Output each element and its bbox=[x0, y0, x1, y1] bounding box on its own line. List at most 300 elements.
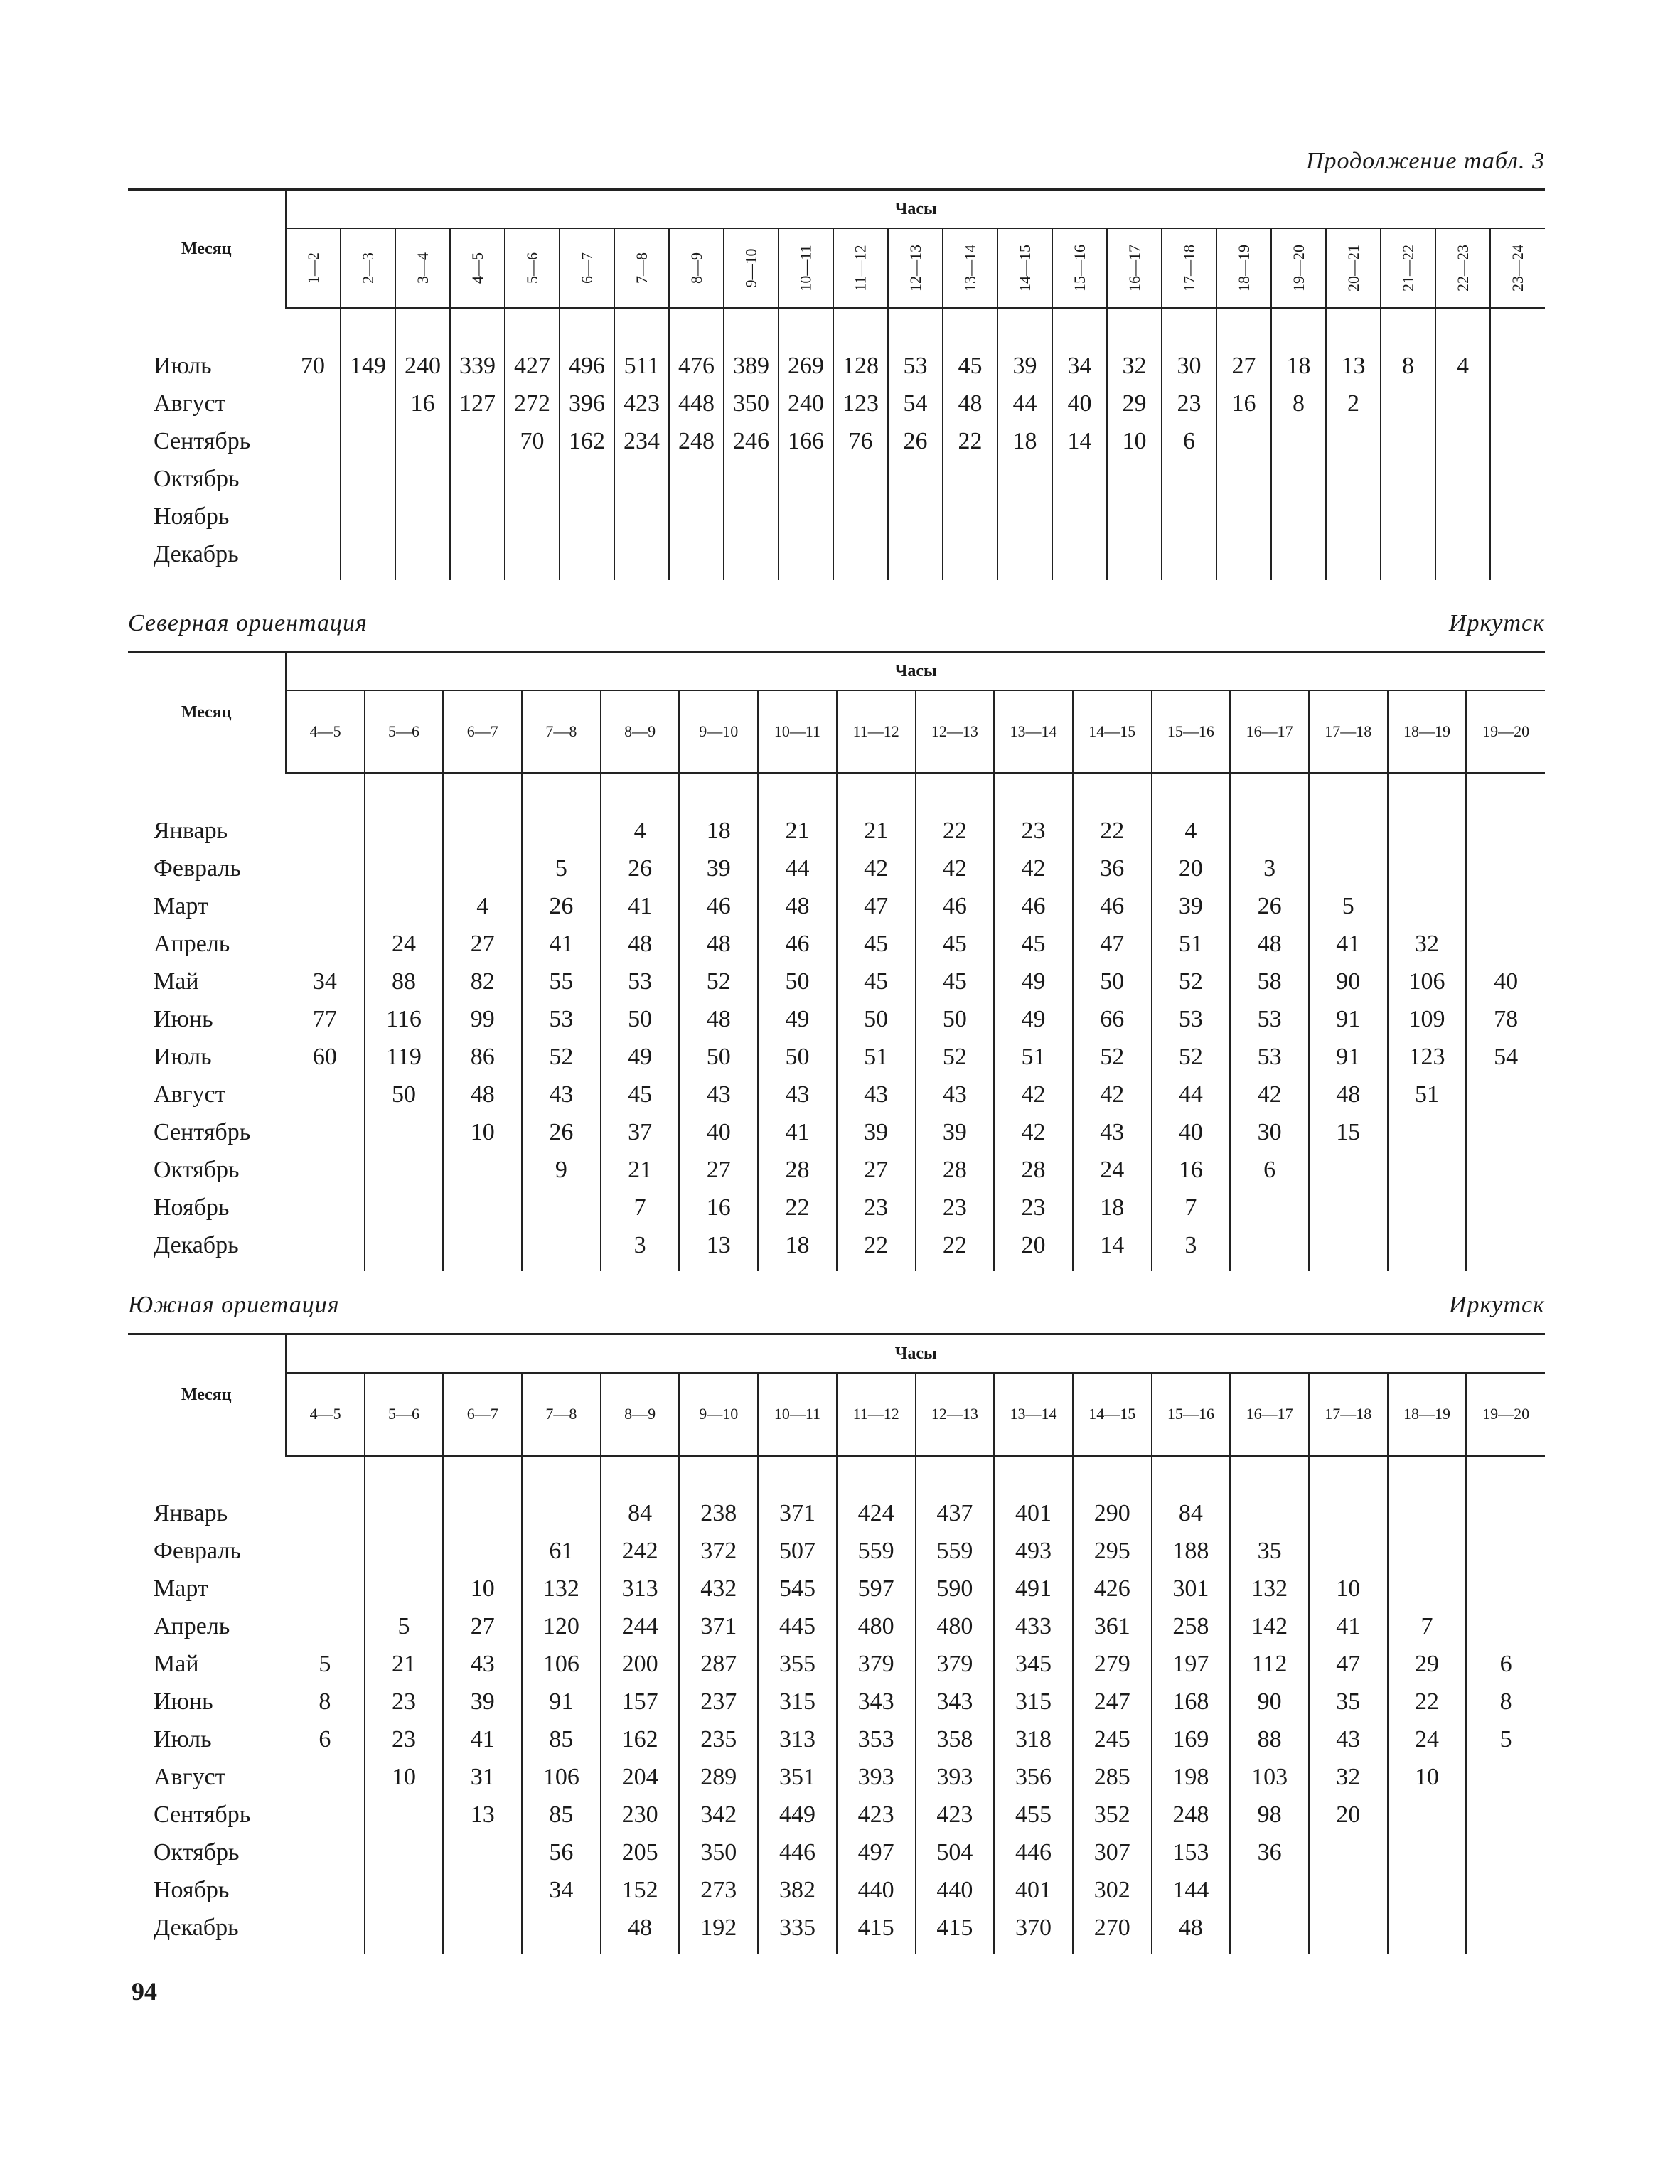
hour-label: 8—9 bbox=[687, 252, 705, 284]
value-cell: 200 bbox=[601, 1645, 680, 1683]
value-cell: 20 bbox=[1152, 850, 1231, 887]
value-cell: 21 bbox=[837, 812, 916, 850]
value-cell: 6 bbox=[1230, 1151, 1309, 1189]
value-cell: 351 bbox=[758, 1758, 837, 1796]
value-cell: 48 bbox=[679, 1000, 758, 1038]
value-cell: 85 bbox=[522, 1720, 601, 1758]
value-cell: 26 bbox=[888, 422, 943, 460]
hour-label: 18—19 bbox=[1403, 722, 1450, 740]
hour-column-header bbox=[1271, 228, 1326, 308]
value-cell: 168 bbox=[1152, 1683, 1231, 1720]
value-cell: 52 bbox=[679, 963, 758, 1000]
value-cell: 52 bbox=[522, 1038, 601, 1076]
value-cell: 370 bbox=[994, 1909, 1073, 1947]
value-cell: 358 bbox=[916, 1720, 995, 1758]
value-cell: 287 bbox=[679, 1645, 758, 1683]
value-cell: 273 bbox=[679, 1871, 758, 1909]
value-cell: 590 bbox=[916, 1570, 995, 1607]
hour-column-header bbox=[1162, 228, 1216, 308]
hour-label: 17—18 bbox=[1325, 722, 1372, 740]
value-cell: 22 bbox=[1073, 812, 1152, 850]
hour-label: 10—11 bbox=[796, 245, 815, 291]
value-cell bbox=[286, 460, 341, 498]
value-cell: 352 bbox=[1073, 1796, 1152, 1834]
value-cell bbox=[1388, 1532, 1467, 1570]
value-cell: 307 bbox=[1073, 1834, 1152, 1871]
value-cell bbox=[286, 1189, 365, 1226]
hour-label: 8—9 bbox=[624, 722, 656, 740]
value-cell: 43 bbox=[1073, 1113, 1152, 1151]
value-cell bbox=[1216, 535, 1271, 573]
value-cell: 427 bbox=[505, 347, 560, 385]
value-cell: 24 bbox=[1073, 1151, 1152, 1189]
value-cell bbox=[286, 1226, 365, 1264]
value-cell bbox=[1466, 850, 1545, 887]
hour-label: 5—6 bbox=[523, 252, 541, 284]
value-cell bbox=[365, 1113, 444, 1151]
table-row bbox=[128, 1076, 1545, 1113]
value-cell: 41 bbox=[1309, 925, 1388, 963]
value-cell bbox=[1309, 812, 1388, 850]
value-cell: 27 bbox=[443, 1607, 522, 1645]
value-cell bbox=[1388, 812, 1467, 850]
hour-label: 15—16 bbox=[1167, 722, 1214, 740]
month-label: Август bbox=[154, 1763, 226, 1790]
hour-column-header bbox=[1435, 228, 1490, 308]
value-cell: 188 bbox=[1152, 1532, 1231, 1570]
value-cell bbox=[1309, 1532, 1388, 1570]
value-cell bbox=[1271, 498, 1326, 535]
value-cell bbox=[724, 460, 779, 498]
month-label: Декабрь bbox=[154, 1231, 239, 1258]
value-cell: 235 bbox=[679, 1720, 758, 1758]
hour-label: 21—22 bbox=[1398, 244, 1417, 291]
value-cell bbox=[1271, 535, 1326, 573]
value-cell: 382 bbox=[758, 1871, 837, 1909]
hour-column-header bbox=[916, 690, 995, 773]
value-cell bbox=[1309, 1226, 1388, 1264]
value-cell bbox=[1381, 498, 1435, 535]
value-cell: 371 bbox=[758, 1494, 837, 1532]
value-cell: 52 bbox=[916, 1038, 995, 1076]
value-cell bbox=[1216, 422, 1271, 460]
value-cell: 423 bbox=[837, 1796, 916, 1834]
value-cell bbox=[1466, 1570, 1545, 1607]
value-cell: 132 bbox=[522, 1570, 601, 1607]
hour-label: 6—7 bbox=[466, 722, 498, 740]
value-cell bbox=[1381, 385, 1435, 422]
value-cell bbox=[888, 498, 943, 535]
value-cell bbox=[286, 812, 365, 850]
value-cell: 493 bbox=[994, 1532, 1073, 1570]
value-cell bbox=[1435, 498, 1490, 535]
value-cell bbox=[1490, 460, 1545, 498]
value-cell: 13 bbox=[443, 1796, 522, 1834]
value-cell: 46 bbox=[916, 887, 995, 925]
hour-label: 4—5 bbox=[309, 1404, 341, 1423]
value-cell: 270 bbox=[1073, 1909, 1152, 1947]
table-row bbox=[128, 498, 1545, 535]
value-cell bbox=[1107, 535, 1162, 573]
value-cell: 393 bbox=[916, 1758, 995, 1796]
value-cell bbox=[286, 1113, 365, 1151]
value-cell: 45 bbox=[943, 347, 997, 385]
value-cell bbox=[1490, 498, 1545, 535]
value-cell bbox=[365, 850, 444, 887]
value-cell bbox=[1326, 460, 1381, 498]
value-cell: 318 bbox=[994, 1720, 1073, 1758]
value-cell bbox=[1230, 1189, 1309, 1226]
hour-column-header bbox=[758, 1373, 837, 1455]
hour-column-header bbox=[365, 690, 444, 773]
value-cell: 88 bbox=[365, 963, 444, 1000]
hour-column-header bbox=[286, 1373, 365, 1455]
hour-label: 1—2 bbox=[304, 252, 322, 284]
value-cell bbox=[1309, 1151, 1388, 1189]
value-cell bbox=[1326, 422, 1381, 460]
value-cell bbox=[450, 498, 505, 535]
hour-column-header bbox=[837, 690, 916, 773]
value-cell: 29 bbox=[1388, 1645, 1467, 1683]
hour-label: 12—13 bbox=[931, 722, 978, 740]
value-cell bbox=[1230, 1871, 1309, 1909]
value-cell: 32 bbox=[1309, 1758, 1388, 1796]
value-cell: 10 bbox=[443, 1113, 522, 1151]
value-cell: 46 bbox=[994, 887, 1073, 925]
value-cell: 7 bbox=[1388, 1607, 1467, 1645]
month-label: Май bbox=[154, 968, 199, 995]
value-cell: 86 bbox=[443, 1038, 522, 1076]
value-cell: 39 bbox=[679, 850, 758, 887]
value-cell bbox=[522, 1189, 601, 1226]
value-cell bbox=[286, 1607, 365, 1645]
value-cell bbox=[505, 460, 560, 498]
value-cell bbox=[286, 535, 341, 573]
value-cell bbox=[560, 535, 614, 573]
value-cell bbox=[286, 498, 341, 535]
value-cell: 234 bbox=[614, 422, 669, 460]
value-cell bbox=[443, 1834, 522, 1871]
hour-column-header bbox=[601, 690, 680, 773]
table-row bbox=[128, 1683, 1545, 1720]
value-cell bbox=[560, 460, 614, 498]
value-cell: 204 bbox=[601, 1758, 680, 1796]
value-cell bbox=[522, 1909, 601, 1947]
hour-column-header bbox=[341, 228, 395, 308]
value-cell: 91 bbox=[522, 1683, 601, 1720]
value-cell: 84 bbox=[1152, 1494, 1231, 1532]
table-row bbox=[128, 1645, 1545, 1683]
hour-column-header bbox=[1490, 228, 1545, 308]
month-label: Июль bbox=[154, 1043, 212, 1070]
value-cell: 45 bbox=[916, 963, 995, 1000]
value-cell: 46 bbox=[1073, 887, 1152, 925]
value-cell bbox=[1466, 1909, 1545, 1947]
value-cell: 433 bbox=[994, 1607, 1073, 1645]
value-cell bbox=[1466, 1113, 1545, 1151]
value-cell: 35 bbox=[1309, 1683, 1388, 1720]
value-cell bbox=[1388, 1226, 1467, 1264]
value-cell: 8 bbox=[1271, 385, 1326, 422]
hour-label: 19—20 bbox=[1482, 1404, 1530, 1423]
value-cell: 48 bbox=[679, 925, 758, 963]
value-cell bbox=[1435, 385, 1490, 422]
value-cell bbox=[614, 498, 669, 535]
value-cell: 507 bbox=[758, 1532, 837, 1570]
value-cell: 597 bbox=[837, 1570, 916, 1607]
value-cell: 22 bbox=[837, 1226, 916, 1264]
value-cell bbox=[341, 422, 395, 460]
value-cell: 26 bbox=[1230, 887, 1309, 925]
value-cell: 91 bbox=[1309, 1000, 1388, 1038]
value-cell: 48 bbox=[758, 887, 837, 925]
value-cell: 98 bbox=[1230, 1796, 1309, 1834]
month-label: Ноябрь bbox=[154, 1876, 230, 1903]
value-cell: 301 bbox=[1152, 1570, 1231, 1607]
value-cell: 5 bbox=[286, 1645, 365, 1683]
value-cell: 42 bbox=[994, 1076, 1073, 1113]
value-cell: 153 bbox=[1152, 1834, 1231, 1871]
hour-column-header bbox=[286, 690, 365, 773]
hour-column-header bbox=[522, 1373, 601, 1455]
value-cell bbox=[286, 1494, 365, 1532]
value-cell bbox=[1052, 535, 1107, 573]
value-cell: 559 bbox=[916, 1532, 995, 1570]
value-cell: 446 bbox=[994, 1834, 1073, 1871]
value-cell: 29 bbox=[1107, 385, 1162, 422]
value-cell: 41 bbox=[601, 887, 680, 925]
value-cell bbox=[1309, 1189, 1388, 1226]
value-cell: 28 bbox=[994, 1151, 1073, 1189]
table-row bbox=[128, 535, 1545, 573]
value-cell bbox=[1216, 498, 1271, 535]
hour-label: 11—12 bbox=[852, 722, 899, 740]
value-cell: 426 bbox=[1073, 1570, 1152, 1607]
value-cell: 26 bbox=[601, 850, 680, 887]
month-label: Июль bbox=[154, 352, 212, 379]
value-cell: 246 bbox=[724, 422, 779, 460]
hour-label: 9—10 bbox=[742, 248, 760, 288]
value-cell: 39 bbox=[443, 1683, 522, 1720]
value-cell bbox=[365, 1871, 444, 1909]
value-cell bbox=[1230, 812, 1309, 850]
hour-column-header bbox=[724, 228, 779, 308]
table-row bbox=[128, 1871, 1545, 1909]
value-cell: 6 bbox=[286, 1720, 365, 1758]
value-cell: 26 bbox=[522, 887, 601, 925]
value-cell: 48 bbox=[943, 385, 997, 422]
value-cell bbox=[365, 1909, 444, 1947]
hour-label: 12—13 bbox=[906, 244, 924, 291]
month-label: Октябрь bbox=[154, 465, 240, 492]
value-cell: 389 bbox=[724, 347, 779, 385]
month-label: Июль bbox=[154, 1725, 212, 1752]
value-cell bbox=[443, 812, 522, 850]
hour-column-header bbox=[997, 228, 1052, 308]
value-cell: 43 bbox=[837, 1076, 916, 1113]
value-cell bbox=[1490, 422, 1545, 460]
value-cell: 238 bbox=[679, 1494, 758, 1532]
value-cell bbox=[286, 1076, 365, 1113]
hour-column-header bbox=[1309, 1373, 1388, 1455]
value-cell: 350 bbox=[724, 385, 779, 422]
value-cell bbox=[779, 498, 833, 535]
value-cell bbox=[1466, 1532, 1545, 1570]
hour-label: 6—7 bbox=[577, 252, 596, 284]
value-cell: 26 bbox=[522, 1113, 601, 1151]
value-cell bbox=[341, 535, 395, 573]
value-cell: 343 bbox=[916, 1683, 995, 1720]
value-cell: 247 bbox=[1073, 1683, 1152, 1720]
hour-label: 13—14 bbox=[1010, 1404, 1057, 1423]
value-cell bbox=[522, 812, 601, 850]
north-city-caption: Иркутск bbox=[1448, 610, 1545, 636]
value-cell: 166 bbox=[779, 422, 833, 460]
value-cell: 132 bbox=[1230, 1570, 1309, 1607]
south-city-caption: Иркутск bbox=[1448, 1292, 1545, 1318]
value-cell: 78 bbox=[1494, 1005, 1519, 1032]
value-cell bbox=[1388, 1871, 1467, 1909]
hour-column-header bbox=[1107, 228, 1162, 308]
value-cell bbox=[286, 1532, 365, 1570]
value-cell: 47 bbox=[837, 887, 916, 925]
hour-column-header bbox=[614, 228, 669, 308]
value-cell: 119 bbox=[365, 1038, 444, 1076]
value-cell bbox=[1326, 498, 1381, 535]
table-row bbox=[128, 887, 1545, 925]
value-cell bbox=[1466, 1151, 1545, 1189]
value-cell bbox=[443, 1226, 522, 1264]
hour-label: 14—15 bbox=[1015, 244, 1034, 291]
value-cell: 22 bbox=[1388, 1683, 1467, 1720]
value-cell bbox=[1388, 850, 1467, 887]
value-cell: 16 bbox=[1152, 1151, 1231, 1189]
value-cell: 36 bbox=[1230, 1834, 1309, 1871]
hour-column-header bbox=[888, 228, 943, 308]
hour-label: 14—15 bbox=[1088, 1404, 1136, 1423]
value-cell: 44 bbox=[758, 850, 837, 887]
value-cell: 106 bbox=[1388, 963, 1467, 1000]
value-cell: 157 bbox=[601, 1683, 680, 1720]
value-cell: 27 bbox=[1216, 347, 1271, 385]
value-cell: 53 bbox=[601, 963, 680, 1000]
value-cell: 23 bbox=[365, 1683, 444, 1720]
value-cell bbox=[1309, 1494, 1388, 1532]
value-cell: 70 bbox=[505, 422, 560, 460]
table-row bbox=[128, 850, 1545, 887]
month-label: Декабрь bbox=[154, 1914, 239, 1941]
value-cell bbox=[365, 812, 444, 850]
value-cell bbox=[365, 1796, 444, 1834]
value-cell bbox=[1162, 460, 1216, 498]
value-cell: 88 bbox=[1230, 1720, 1309, 1758]
value-cell: 162 bbox=[601, 1720, 680, 1758]
value-cell: 116 bbox=[365, 1000, 444, 1038]
value-cell: 424 bbox=[837, 1494, 916, 1532]
value-cell: 106 bbox=[522, 1758, 601, 1796]
value-cell: 21 bbox=[758, 812, 837, 850]
value-cell: 48 bbox=[1309, 1076, 1388, 1113]
value-cell: 61 bbox=[522, 1532, 601, 1570]
value-cell: 54 bbox=[1494, 1043, 1519, 1070]
value-cell bbox=[1466, 812, 1545, 850]
month-label: Сентябрь bbox=[154, 1118, 251, 1145]
value-cell: 32 bbox=[1388, 925, 1467, 963]
hour-label: 16—17 bbox=[1125, 244, 1143, 291]
table-row bbox=[128, 1607, 1545, 1645]
value-cell: 480 bbox=[837, 1607, 916, 1645]
value-cell bbox=[888, 535, 943, 573]
hour-column-header bbox=[994, 1373, 1073, 1455]
value-cell bbox=[1490, 347, 1545, 385]
value-cell: 45 bbox=[601, 1076, 680, 1113]
value-cell: 109 bbox=[1388, 1000, 1467, 1038]
value-cell: 30 bbox=[1230, 1113, 1309, 1151]
value-cell bbox=[1388, 1113, 1467, 1151]
value-cell bbox=[1466, 1758, 1545, 1796]
value-cell: 18 bbox=[1073, 1189, 1152, 1226]
value-cell bbox=[888, 460, 943, 498]
hour-column-header bbox=[560, 228, 614, 308]
value-cell: 335 bbox=[758, 1909, 837, 1947]
value-cell: 45 bbox=[837, 925, 916, 963]
hour-column-header bbox=[994, 690, 1073, 773]
value-cell: 504 bbox=[916, 1834, 995, 1871]
value-cell bbox=[286, 385, 341, 422]
value-cell bbox=[1309, 1834, 1388, 1871]
value-cell: 356 bbox=[994, 1758, 1073, 1796]
value-cell: 23 bbox=[994, 1189, 1073, 1226]
table-row bbox=[128, 1720, 1545, 1758]
value-cell: 16 bbox=[679, 1189, 758, 1226]
value-cell bbox=[1435, 535, 1490, 573]
value-cell bbox=[1381, 535, 1435, 573]
hour-column-header bbox=[837, 1373, 916, 1455]
value-cell: 37 bbox=[601, 1113, 680, 1151]
table-row bbox=[128, 460, 1545, 498]
table-row bbox=[128, 1834, 1545, 1871]
value-cell: 42 bbox=[994, 850, 1073, 887]
hours-header: Часы bbox=[286, 190, 1545, 229]
hour-column-header bbox=[395, 228, 450, 308]
hour-label: 12—13 bbox=[931, 1404, 978, 1423]
value-cell: 43 bbox=[916, 1076, 995, 1113]
hours-header: Часы bbox=[286, 652, 1545, 691]
value-cell: 85 bbox=[522, 1796, 601, 1834]
value-cell: 4 bbox=[601, 812, 680, 850]
value-cell: 90 bbox=[1230, 1683, 1309, 1720]
value-cell: 9 bbox=[522, 1151, 601, 1189]
value-cell: 423 bbox=[614, 385, 669, 422]
month-column-header: Месяц bbox=[128, 1334, 286, 1456]
value-cell: 35 bbox=[1230, 1532, 1309, 1570]
value-cell: 244 bbox=[601, 1607, 680, 1645]
value-cell: 50 bbox=[758, 963, 837, 1000]
value-cell: 315 bbox=[758, 1683, 837, 1720]
value-cell bbox=[833, 498, 888, 535]
month-label: Декабрь bbox=[154, 540, 239, 567]
value-cell: 56 bbox=[522, 1834, 601, 1871]
value-cell bbox=[286, 1871, 365, 1909]
hour-column-header bbox=[833, 228, 888, 308]
table-row bbox=[128, 1226, 1545, 1264]
hour-label: 8—9 bbox=[624, 1404, 656, 1423]
value-cell bbox=[286, 422, 341, 460]
value-cell: 3 bbox=[1152, 1226, 1231, 1264]
hour-column-header bbox=[443, 690, 522, 773]
hour-label: 2—3 bbox=[358, 252, 377, 284]
value-cell: 3 bbox=[601, 1226, 680, 1264]
